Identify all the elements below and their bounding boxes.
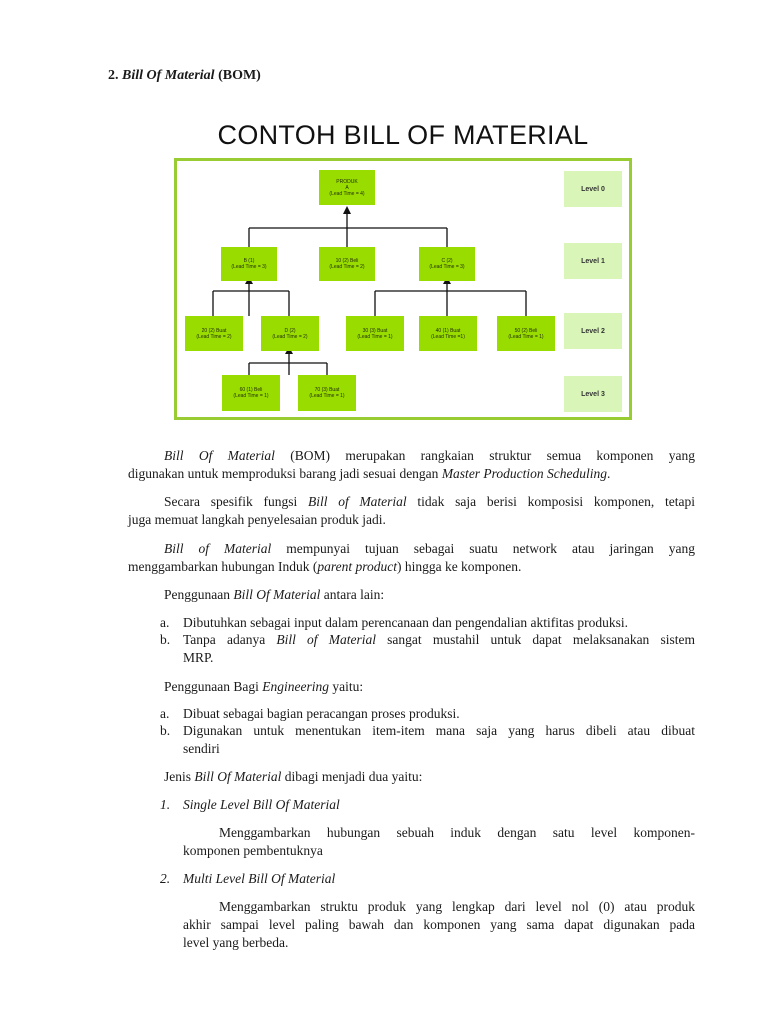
node-label: 30 (3) Buat <box>362 327 388 334</box>
node-label: (Lead Time =1) <box>431 333 465 340</box>
italic-term: Bill of Material <box>164 541 272 556</box>
type-1-desc-line-2: komponen pembentuknya <box>183 843 323 858</box>
text-run: (BOM) merupakan rangkaian struktur semua komponen yang <box>274 448 695 463</box>
node-label: D (2) <box>284 327 296 334</box>
text-run: menggambarkan hubungan Induk ( <box>128 559 318 574</box>
node-label: B (1) <box>243 258 255 264</box>
paragraph-2-line-1 <box>128 493 695 511</box>
text-run: yaitu: <box>328 679 364 694</box>
text-run: dibagi menjadi dua yaitu: <box>281 769 423 784</box>
node-label: A <box>345 184 349 191</box>
section-heading <box>108 68 261 84</box>
text-run: Penggunaan Bagi <box>164 679 263 694</box>
list-marker: a. <box>160 615 170 630</box>
level-label: Level 2 <box>564 313 622 349</box>
text-run: Penggunaan <box>164 587 234 602</box>
node-label: (Lead Time = 3) <box>231 264 267 270</box>
node-label: 50 (2) Beli <box>514 327 538 334</box>
italic-term: Bill Of Material <box>164 448 275 463</box>
node-d <box>261 316 319 351</box>
node-label: (Lead Time = 1) <box>233 393 269 399</box>
text-run: digunakan untuk memproduksi barang jadi sesuai dengan <box>128 466 442 481</box>
text-run: tidak saja berisi komposisi komponen, tetapi <box>406 494 695 509</box>
node-50 <box>497 316 555 351</box>
node-label: PRODUK <box>336 178 358 185</box>
engineering-intro <box>164 678 684 696</box>
node-label: 20 (2) Buat <box>201 327 227 334</box>
node-product-a <box>319 170 375 205</box>
paragraph-3-line-1 <box>128 540 695 558</box>
node-b <box>221 247 277 281</box>
text-run: mempunyai tujuan sebagai suatu network atau jaringan yang <box>271 541 695 556</box>
text-run: Jenis <box>164 769 195 784</box>
level-label: Level 3 <box>564 376 622 412</box>
node-70 <box>298 375 356 411</box>
usage-intro <box>164 586 684 604</box>
section-number: 2. <box>108 68 119 83</box>
arrow-up-icon <box>343 206 351 214</box>
node-label: (Lead Time = 4) <box>329 190 365 197</box>
node-label: 60 (1) Beli <box>239 387 263 393</box>
paragraph-2-line-2: juga memuat langkah penyelesaian produk jadi. <box>128 512 386 527</box>
text-run: Secara spesifik fungsi <box>164 494 308 509</box>
type-2-desc-line-3: level yang berbeda. <box>183 935 289 950</box>
node-label: (Lead Time = 2) <box>329 264 365 270</box>
list-marker: 1. <box>160 797 171 812</box>
type-2-desc-line-1: Menggambarkan struktu produk yang lengkap dari level nol (0) atau produk <box>219 899 695 914</box>
bom-diagram <box>174 158 632 420</box>
paragraph-1-line-2 <box>128 465 695 483</box>
node-20 <box>185 316 243 351</box>
node-c <box>419 247 475 281</box>
node-40 <box>419 316 477 351</box>
node-label: (Lead Time = 1) <box>309 393 345 399</box>
text-run: sangat mustahil untuk dapat melaksanakan sistem <box>375 632 695 647</box>
italic-term: Bill of Material <box>276 632 376 647</box>
list-marker: 2. <box>160 871 171 886</box>
italic-term: Engineering <box>262 679 329 694</box>
node-label: 70 (3) Buat <box>314 387 340 393</box>
node-label: C (2) <box>441 258 453 264</box>
italic-term: Bill of Material <box>307 494 407 509</box>
engineering-item-b-line-1: Digunakan untuk menentukan item-item mana saja yang harus dibeli atau dibuat <box>183 723 695 738</box>
node-label: (Lead Time = 1) <box>508 333 544 340</box>
list-marker: b. <box>160 723 171 738</box>
italic-term: Bill Of Material <box>194 769 282 784</box>
node-label: (Lead Time = 1) <box>357 333 393 340</box>
type-2-title: Multi Level Bill Of Material <box>183 871 336 886</box>
diagram-title: CONTOH BILL OF MATERIAL <box>217 120 589 150</box>
engineering-item-a: Dibuat sebagai bagian peracangan proses produksi. <box>183 706 460 721</box>
type-1-title: Single Level Bill Of Material <box>183 797 340 812</box>
node-30 <box>346 316 404 351</box>
node-10 <box>319 247 375 281</box>
italic-term: parent product <box>317 559 397 574</box>
type-2-desc-line-2: akhir sampai level paling bawah dan komponen yang sama dapat digunakan pada <box>183 917 695 932</box>
level-label: Level 0 <box>564 171 622 207</box>
section-abbr: (BOM) <box>218 68 261 83</box>
usage-item-a: Dibutuhkan sebagai input dalam perencanaan dan pengendalian aktifitas produksi. <box>183 615 628 630</box>
usage-item-b-line-2: MRP. <box>183 650 214 665</box>
usage-item-b-line-1 <box>183 631 695 649</box>
engineering-item-b-line-2: sendiri <box>183 741 220 756</box>
node-label: (Lead Time = 3) <box>429 264 465 270</box>
list-marker: a. <box>160 706 170 721</box>
node-label: (Lead Time = 2) <box>196 333 232 340</box>
type-1-desc-line-1: Menggambarkan hubungan sebuah induk dengan satu level komponen- <box>219 825 695 840</box>
node-60 <box>222 375 280 411</box>
italic-term: Bill Of Material <box>233 587 321 602</box>
node-label: 10 (2) Beli <box>335 258 359 264</box>
types-intro <box>164 768 684 786</box>
list-marker: b. <box>160 632 171 647</box>
italic-term: Master Production Scheduling <box>441 466 608 481</box>
text-run: . <box>607 466 611 481</box>
node-label: 40 (1) Buat <box>435 327 461 334</box>
text-run: ) hingga ke komponen. <box>396 559 522 574</box>
level-label: Level 1 <box>564 243 622 279</box>
section-title: Bill Of Material <box>122 68 215 83</box>
text-run: antara lain: <box>320 587 385 602</box>
text-run: Tanpa adanya <box>183 632 277 647</box>
paragraph-1-line-1 <box>128 447 695 465</box>
node-label: (Lead Time = 2) <box>272 333 308 340</box>
paragraph-3-line-2 <box>128 558 695 576</box>
